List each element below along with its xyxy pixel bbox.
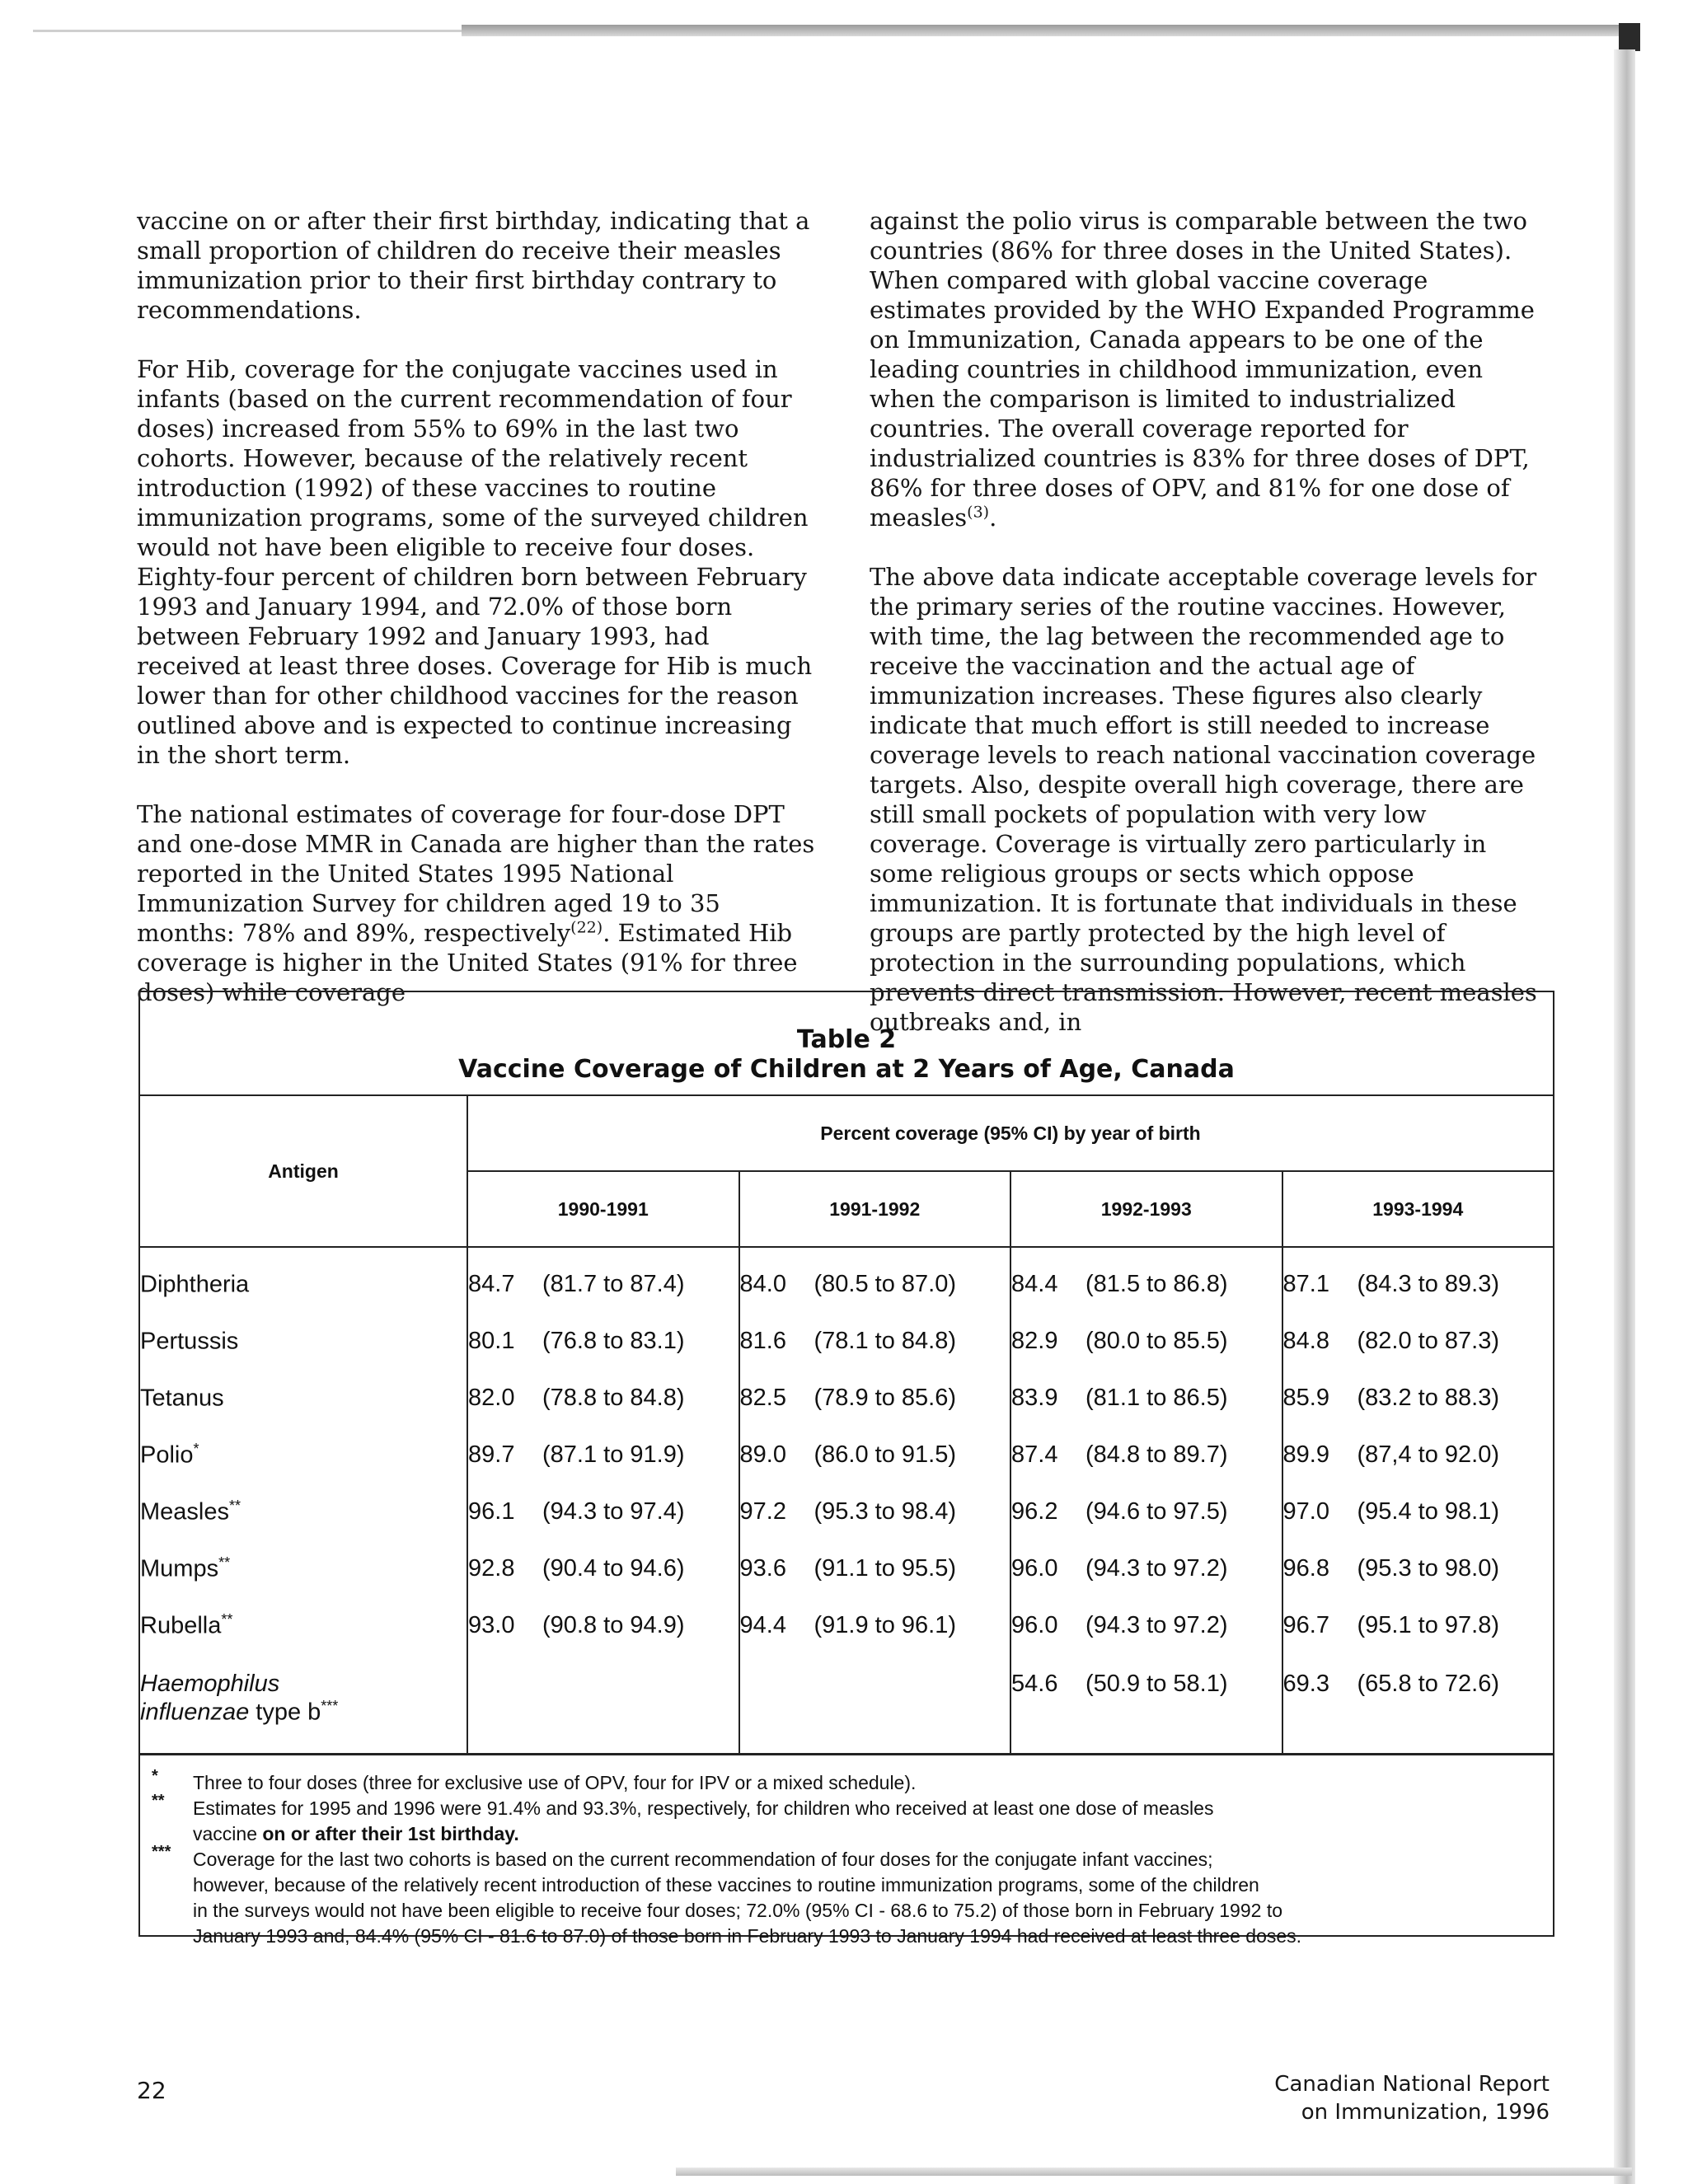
confidence-interval: (81.7 to 87.4) xyxy=(542,1247,739,1313)
scan-artifact-top-bar xyxy=(462,25,1640,36)
antigen-label: Polio xyxy=(140,1441,194,1469)
antigen-name xyxy=(139,1540,467,1597)
coverage-value: 96.1 xyxy=(468,1498,515,1525)
footnote-mark: * xyxy=(193,1441,199,1458)
coverage-value: 89.7 xyxy=(468,1441,515,1468)
confidence-interval: (95.1 to 97.8) xyxy=(1357,1597,1554,1654)
table-subtitle: Vaccine Coverage of Children at 2 Years of Age, Canada xyxy=(458,1055,1235,1084)
confidence-interval: (76.8 to 83.1) xyxy=(542,1313,739,1370)
year-header: 1993-1994 xyxy=(1282,1171,1554,1247)
paragraph xyxy=(137,799,817,1007)
table-row xyxy=(139,1597,1554,1654)
confidence-interval: (91.9 to 96.1) xyxy=(814,1597,1011,1654)
antigen-name xyxy=(139,1597,467,1654)
coverage-value: 96.0 xyxy=(1011,1555,1058,1582)
antigen-label: Rubella xyxy=(140,1612,222,1639)
confidence-interval: (95.3 to 98.4) xyxy=(814,1483,1011,1540)
coverage-value: 92.8 xyxy=(468,1555,515,1582)
table-row xyxy=(139,1540,1554,1597)
reference-superscript: (3) xyxy=(967,503,990,522)
confidence-interval: (81.1 to 86.5) xyxy=(1085,1370,1282,1427)
year-header: 1990-1991 xyxy=(467,1171,739,1247)
coverage-value: 96.0 xyxy=(1011,1612,1058,1638)
footnote-mark: *** xyxy=(321,1698,339,1714)
antigen-name xyxy=(139,1370,467,1427)
coverage-value: 69.3 xyxy=(1282,1654,1357,1754)
scan-artifact-top-left xyxy=(33,30,462,32)
scan-artifact-bottom-edge xyxy=(676,2168,1632,2176)
coverage-value: 80.1 xyxy=(468,1328,515,1354)
paragraph: The above data indicate acceptable coverage levels for the primary series of the routine vaccines. However, with time, the lag between the recommended age to receive the vaccination and the actual age of immunization increases. These figures also clearly indicate that much effort is still needed to increase coverage levels to reach national vaccination coverage targets. Also, despite overall high coverage, there are still small pockets of population with very low coverage. Coverage is virtually zero particularly in some religious groups or sects which oppose immunization. It is fortunate that individuals in these groups are partly protected by the high level of protection in the surrounding populations, which prevents direct transmission. However, recent measles outbreaks and, in xyxy=(870,563,1537,1036)
reference-superscript: (22) xyxy=(570,918,603,937)
confidence-interval: (80.0 to 85.5) xyxy=(1085,1313,1282,1370)
antigen-label: Mumps xyxy=(140,1555,219,1582)
antigen-label: influenzae xyxy=(140,1699,250,1726)
report-title-line-2: on Immunization, 1996 xyxy=(1301,2100,1550,2125)
table-header-row xyxy=(139,1095,1554,1171)
footnote-mark: ** xyxy=(221,1611,233,1629)
page-number: 22 xyxy=(137,2077,166,2104)
table-notes xyxy=(138,1754,1554,1947)
scan-artifact-right-edge xyxy=(1614,49,1635,2184)
confidence-interval: (83.2 to 88.3) xyxy=(1357,1370,1554,1427)
coverage-value: 83.9 xyxy=(1011,1385,1058,1411)
table-row xyxy=(139,1427,1554,1483)
coverage-value: 93.6 xyxy=(739,1555,786,1582)
text-run: . Estimated Hib coverage is higher in the United States (91% for three doses) while coverage xyxy=(137,919,798,1006)
confidence-interval: (94.3 to 97.2) xyxy=(1085,1540,1282,1597)
footnote: Three to four doses (three for exclusive use of OPV, four for IPV or a mixed schedule). xyxy=(193,1772,917,1793)
confidence-interval: (84.3 to 89.3) xyxy=(1357,1247,1554,1313)
antigen-label: Measles xyxy=(140,1498,229,1526)
confidence-interval: (87.1 to 91.9) xyxy=(542,1427,739,1483)
footnote: however, because of the relatively recent introduction of these vaccines to routine immunization programs, some of the children xyxy=(193,1874,1259,1896)
antigen-name xyxy=(139,1313,467,1370)
table-row xyxy=(139,1483,1554,1540)
antigen-name xyxy=(139,1247,467,1313)
confidence-interval: (94.3 to 97.2) xyxy=(1085,1597,1282,1654)
coverage-value: 84.7 xyxy=(468,1271,515,1297)
paragraph xyxy=(870,206,1545,532)
antigen-label: Pertussis xyxy=(140,1328,239,1355)
text-run: against the polio virus is comparable between the two countries (86% for three doses in the United States). When compared with global vaccine coverage estimates provided by the WHO Expanded Programme on Immunization, Canada appears to be one of the leading countries in childhood immunization, even when the comparison is limited to industrialized countries. The overall coverage reported for industrialized countries is 83% for three doses of DPT, 86% for three doses of OPV, and 81% for one dose of measles xyxy=(870,207,1535,532)
footnote: January 1993 and, 84.4% (95% CI - 81.6 to 87.0) of those born in February 1993 to January 1994 had received at least three doses. xyxy=(193,1925,1302,1947)
footnote: Coverage for the last two cohorts is based on the current recommendation of four doses for the conjugate infant vaccines; xyxy=(193,1849,1213,1870)
confidence-interval: (82.0 to 87.3) xyxy=(1357,1313,1554,1370)
confidence-interval xyxy=(814,1654,1011,1754)
confidence-interval: (78.9 to 85.6) xyxy=(814,1370,1011,1427)
coverage-value: 87.1 xyxy=(1282,1271,1329,1297)
confidence-interval: (94.3 to 97.4) xyxy=(542,1483,739,1540)
table-row xyxy=(139,1313,1554,1370)
coverage-value: 84.8 xyxy=(1282,1328,1329,1354)
footnote: in the surveys would not have been eligible to receive four doses; 72.0% (95% CI - 68.6 to 75.2) of those born in February 1992 to xyxy=(193,1900,1283,1921)
text-run: The national estimates of coverage for four-dose DPT and one-dose MMR in Canada are higher than the rates reported in the United States 1995 National Immunization Survey for children aged 19 to 35 months: 78% and 89%, respectively xyxy=(137,800,815,947)
coverage-value: 93.0 xyxy=(468,1612,515,1638)
confidence-interval xyxy=(542,1654,739,1754)
paragraph: For Hib, coverage for the conjugate vaccines used in infants (based on the current recommendation of four doses) increased from 55% to 69% in the last two cohorts. However, because of the relatively recent introduction (1992) of these vaccines to routine immunization programs, some of the surveyed children would not have been eligible to receive four doses. Eighty-four percent of children born between February 1993 and January 1994, and 72.0% of those born between February 1992 and January 1993, had received at least three doses. Coverage for Hib is much lower than for other childhood vaccines for the reason outlined above and is expected to continue increasing in the short term. xyxy=(137,355,813,769)
table-title: Table 2 xyxy=(796,1025,897,1054)
confidence-interval: (65.8 to 72.6) xyxy=(1357,1654,1554,1754)
paragraph: vaccine on or after their first birthday, indicating that a small proportion of children do receive their measles immunization prior to their first birthday contrary to recommendations. xyxy=(137,207,810,324)
confidence-interval: (87,4 to 92.0) xyxy=(1357,1427,1554,1483)
coverage-value: 94.4 xyxy=(739,1612,786,1638)
coverage-value: 96.2 xyxy=(1011,1498,1058,1525)
scan-artifact-corner xyxy=(1619,23,1640,51)
coverage-value: 81.6 xyxy=(739,1328,786,1354)
footnote xyxy=(193,1821,519,1847)
coverage-value: 96.7 xyxy=(1282,1612,1329,1638)
antigen-label: Diphtheria xyxy=(140,1271,250,1298)
coverage-value xyxy=(739,1654,814,1754)
coverage-value xyxy=(467,1654,542,1754)
confidence-interval: (50.9 to 58.1) xyxy=(1085,1654,1282,1754)
coverage-value: 84.0 xyxy=(739,1271,786,1297)
confidence-interval: (81.5 to 86.8) xyxy=(1085,1247,1282,1313)
coverage-value: 84.4 xyxy=(1011,1271,1058,1297)
confidence-interval: (94.6 to 97.5) xyxy=(1085,1483,1282,1540)
table-row xyxy=(139,1370,1554,1427)
left-text-column xyxy=(137,206,817,1037)
year-header: 1992-1993 xyxy=(1010,1171,1282,1247)
footnote-mark: * xyxy=(152,1767,158,1785)
antigen-header: Antigen xyxy=(139,1095,467,1247)
coverage-value: 85.9 xyxy=(1282,1385,1329,1411)
antigen-label: Haemophilus xyxy=(140,1671,280,1697)
coverage-value: 97.2 xyxy=(739,1498,786,1525)
confidence-interval: (91.1 to 95.5) xyxy=(814,1540,1011,1597)
coverage-value: 54.6 xyxy=(1010,1654,1085,1754)
confidence-interval: (78.8 to 84.8) xyxy=(542,1370,739,1427)
antigen-name xyxy=(139,1427,467,1483)
footnote: Estimates for 1995 and 1996 were 91.4% and 93.3%, respectively, for children who received at least one dose of measles xyxy=(193,1797,1214,1819)
confidence-interval: (84.8 to 89.7) xyxy=(1085,1427,1282,1483)
coverage-value: 87.4 xyxy=(1011,1441,1058,1468)
coverage-value: 89.0 xyxy=(739,1441,786,1468)
antigen-name xyxy=(139,1483,467,1540)
confidence-interval: (78.1 to 84.8) xyxy=(814,1313,1011,1370)
table-row xyxy=(139,1247,1554,1313)
confidence-interval: (90.8 to 94.9) xyxy=(542,1597,739,1654)
footnote-mark: ** xyxy=(218,1554,231,1572)
footnote-mark: ** xyxy=(152,1792,165,1810)
confidence-interval: (95.4 to 98.1) xyxy=(1357,1483,1554,1540)
coverage-value: 97.0 xyxy=(1282,1498,1329,1525)
antigen-label: type b xyxy=(249,1699,321,1726)
coverage-table xyxy=(138,1094,1554,1755)
coverage-value: 82.0 xyxy=(468,1385,515,1411)
footnote-mark: ** xyxy=(229,1497,241,1515)
confidence-interval: (80.5 to 87.0) xyxy=(814,1247,1011,1313)
percent-coverage-header: Percent coverage (95% CI) by year of birth xyxy=(467,1095,1554,1171)
antigen-label: Tetanus xyxy=(140,1385,224,1412)
footnote-mark: *** xyxy=(152,1843,171,1861)
confidence-interval: (90.4 to 94.6) xyxy=(542,1540,739,1597)
table-row-hib xyxy=(139,1654,1554,1754)
footnote-text: vaccine xyxy=(193,1823,263,1844)
coverage-value: 82.9 xyxy=(1011,1328,1058,1354)
table-title-box xyxy=(138,991,1554,1096)
coverage-value: 96.8 xyxy=(1282,1555,1329,1582)
right-text-column xyxy=(870,206,1545,1066)
coverage-value: 89.9 xyxy=(1282,1441,1329,1468)
year-header: 1991-1992 xyxy=(739,1171,1011,1247)
coverage-value: 82.5 xyxy=(739,1385,786,1411)
confidence-interval: (86.0 to 91.5) xyxy=(814,1427,1011,1483)
antigen-name xyxy=(139,1654,467,1754)
confidence-interval: (95.3 to 98.0) xyxy=(1357,1540,1554,1597)
footnote-emphasis: on or after their 1st birthday. xyxy=(262,1823,519,1844)
text-run: . xyxy=(989,504,997,532)
report-title-line-1: Canadian National Report xyxy=(1274,2072,1550,2097)
